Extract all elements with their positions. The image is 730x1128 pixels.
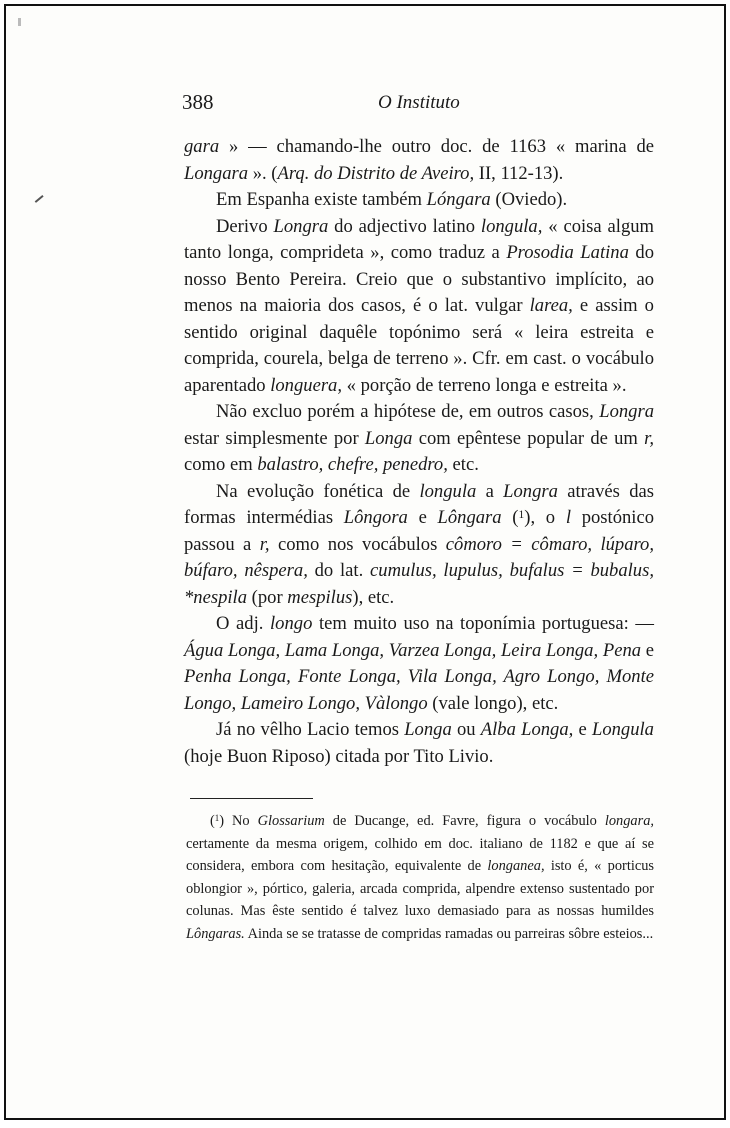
text-run: (vale longo), etc. [427, 692, 559, 714]
text-run: ou [451, 719, 481, 740]
text-run: Longa [364, 427, 413, 449]
text-run: Água Longa, Lama Longa, Varzea Longa, Leira Longa, Pena [184, 639, 642, 661]
text-run: Longula [591, 719, 654, 740]
text-run: II, 112-13). [474, 162, 564, 184]
text-run: como nos vocábulos [269, 533, 446, 555]
page-number: 388 [182, 90, 214, 114]
text-run: r, [644, 427, 654, 449]
text-run: l [565, 507, 571, 528]
text-run: longula [419, 480, 477, 502]
text-run: cômoro = cômaro, lúparo, búfaro, nêspera, [184, 533, 655, 581]
text-run: estar simplesmente por [184, 427, 365, 449]
text-run: Glossarium [257, 813, 325, 829]
text-run: Lôngora [343, 507, 408, 528]
text-run: « porção de terreno longa e estreita ». [342, 374, 627, 396]
text-run: larea, [529, 295, 573, 316]
text-run: (Oviedo). [490, 189, 568, 210]
paragraph-5 [184, 479, 654, 612]
text-run: r, [259, 533, 270, 555]
text-run: ». ( [248, 162, 278, 184]
text-run: « coisa algum tanto longa, comprideta », como traduz a [184, 215, 654, 263]
text-run: longara, [604, 813, 655, 829]
text-run: Em Espanha existe também [216, 189, 427, 210]
footnote [186, 810, 654, 946]
paragraph-4 [184, 399, 654, 479]
footnote-marker: 1 [214, 812, 220, 823]
running-title: O Instituto [378, 92, 460, 113]
text-run: Não excluo porém a hipótese de, em outros casos, [216, 401, 600, 422]
text-run: postónico passou a [184, 507, 655, 555]
text-run: (hoje Buon Riposo) citada por Tito Livio. [184, 745, 494, 767]
text-run: isto é, « porticus oblongior », pórtico, galeria, arcada comprida, alpendre extenso sustentado por colunas. Mas êste sentido é talvez luxo demasiado para as nossas humildes [186, 858, 654, 920]
text-run: ), o [524, 507, 566, 528]
text-run: Lôngaras. [186, 925, 245, 942]
text-run: Longra [273, 215, 329, 237]
book-page [4, 4, 726, 1120]
margin-speck [18, 18, 21, 26]
text-run: O adj. [216, 613, 271, 634]
text-run: e [573, 719, 592, 740]
margin-pencil-mark [35, 195, 44, 203]
text-run: certamente da mesma origem, colhido em doc. italiano de 1182 e que aí se considera, embora com hesitação, equivalente de [186, 835, 654, 875]
text-run: longanea, [487, 858, 545, 875]
text-run: gara [184, 136, 220, 157]
text-run: etc. [447, 454, 479, 475]
text-run: » — chamando-lhe outro doc. de 1163 « marina de [219, 136, 654, 157]
text-run: Derivo [216, 215, 274, 237]
text-run: longo [270, 613, 313, 634]
text-run: cumulus, lupulus, bufalus = bubalus, *nespila [184, 560, 654, 608]
text-run: como em [184, 454, 258, 475]
text-run: Já no vêlho Lacio temos [216, 719, 405, 740]
paragraph-2 [184, 187, 654, 214]
footnote-separator [190, 798, 313, 799]
text-run: Alba Longa, [480, 719, 574, 740]
paragraph-6 [184, 611, 654, 717]
text-run: tem muito uso na toponímia portuguesa: — [312, 613, 655, 634]
text-run: longuera, [270, 374, 343, 396]
text-run: a [476, 480, 504, 502]
footnote-reference[interactable]: 1 [518, 508, 525, 521]
text-run: Na evolução fonética de [216, 480, 420, 502]
text-run: de Ducange, ed. Favre, figura o vocábulo [324, 813, 605, 829]
text-run: Arq. do Distrito de Aveiro, [277, 162, 475, 184]
text-run: e [641, 639, 655, 661]
text-run: longula, [480, 215, 543, 237]
text-run: mespilus [287, 586, 353, 608]
text-run: Lôngara [437, 507, 502, 528]
text-run: do lat. [307, 560, 371, 581]
text-run: Longra [503, 480, 558, 502]
text-run: balastro, chefre, penedro, [257, 454, 448, 475]
text-run: Lóngara [426, 189, 491, 210]
text-run: ), etc. [352, 586, 395, 608]
text-run: Longra [599, 401, 654, 422]
text-run: ) No [219, 813, 258, 829]
text-run: (por [247, 586, 288, 608]
text-run: Longara [184, 162, 249, 184]
paragraph-1 [184, 134, 654, 187]
text-run: Penha Longa, Fonte Longa, Vila Longa, Agro Longo, Monte Longo, Lameiro Longo, Vàlongo [184, 666, 654, 714]
text-run: e [407, 507, 438, 528]
text-run: do adjectivo latino [328, 215, 481, 237]
paragraph-3 [184, 214, 654, 400]
text-run: e assim o sentido original daquêle topónimo será « leira estreita e comprida, courela, belga de terreno ». Cfr. em cast. o vocábulo aparentado [184, 295, 654, 396]
text-run: através das formas intermédias [184, 480, 654, 528]
body-text [184, 134, 654, 770]
footnote-text: ($^1$) No Glossarium de Ducange, ed. Favre, figura o vocábulo longara, certamente da mesma origem, colhido em doc. italiano de 1182 e que aí se considera, embora com hesitação, equivalente de longanea, isto é, « porticus oblongior », pórtico, galeria, arcada comprida, alpendre extenso sustentado por colunas. Mas êste sentido é talvez luxo demasiado para as nossas humildes Lôngaras. Ainda se se tratasse de compridas ramadas ou parreiras sôbre esteios... [186, 812, 655, 942]
text-run: Ainda se se tratasse de compridas ramadas ou parreiras sôbre esteios... [244, 925, 654, 942]
text-run: Prosodia Latina [506, 242, 629, 263]
text-run: com epêntese popular de um [412, 427, 645, 449]
text-run: Longa [404, 719, 452, 740]
text-run: do nosso Bento Pereira. Creio que o substantivo implícito, ao menos na maioria dos casos, é o lat. vulgar [184, 242, 654, 316]
paragraph-7 [184, 717, 654, 770]
text-run: ( [501, 507, 519, 528]
